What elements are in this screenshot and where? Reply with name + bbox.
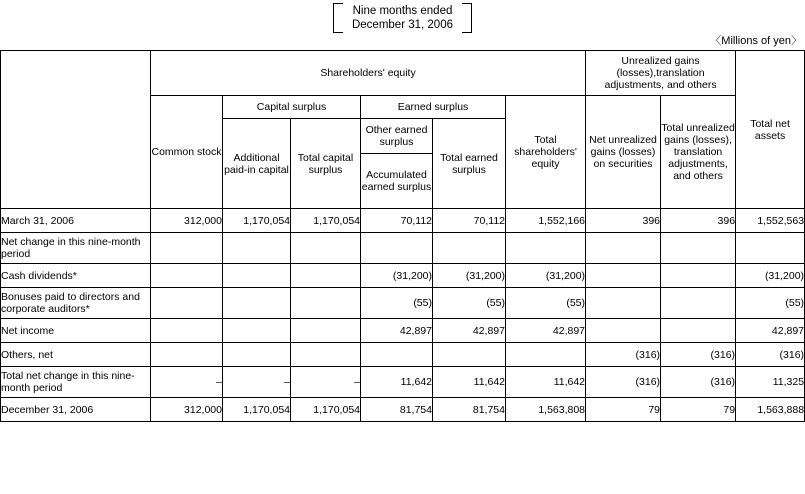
table-row — [1, 233, 805, 264]
corner-cell — [1, 51, 151, 209]
header-earned-surplus: Earned surplus — [361, 96, 506, 119]
report-title — [0, 0, 805, 36]
cell-total-capital-surplus — [291, 343, 361, 367]
cell-total-capital-surplus — [291, 288, 361, 319]
cell-common-stock — [151, 288, 223, 319]
cell-accumulated-earned-surplus: 81,754 — [361, 398, 433, 422]
row-label: Cash dividends* — [1, 264, 151, 288]
header-net-unrealized-gains-securities: Net unrealized gains (losses) on securities — [586, 96, 661, 209]
table-row — [1, 398, 805, 422]
cell-total-shareholders-equity: 11,642 — [506, 367, 586, 398]
cell-additional-paid-in-capital — [223, 319, 291, 343]
cell-total-shareholders-equity — [506, 233, 586, 264]
header-total-shareholders-equity: Total shareholders' equity — [506, 96, 586, 209]
table-row — [1, 343, 805, 367]
header-total-capital-surplus: Total capital surplus — [291, 119, 361, 209]
header-other-earned-surplus: Other earned surplus — [361, 119, 433, 154]
cell-accumulated-earned-surplus — [361, 233, 433, 264]
cell-total-earned-surplus: 70,112 — [433, 209, 506, 233]
row-label: Net change in this nine-month period — [1, 233, 151, 264]
cell-accumulated-earned-surplus: (55) — [361, 288, 433, 319]
statement-of-changes-in-net-assets — [0, 50, 804, 422]
row-label: March 31, 2006 — [1, 209, 151, 233]
cell-net-unrealized-gains-securities — [586, 319, 661, 343]
cell-total-net-assets: 1,563,888 — [736, 398, 805, 422]
cell-common-stock — [151, 343, 223, 367]
cell-common-stock: 312,000 — [151, 398, 223, 422]
cell-net-unrealized-gains-securities: (316) — [586, 367, 661, 398]
cell-total-net-assets: (31,200) — [736, 264, 805, 288]
title-bracket-frame — [333, 3, 472, 33]
cell-total-shareholders-equity: (55) — [506, 288, 586, 319]
header-total-earned-surplus: Total earned surplus — [433, 119, 506, 209]
cell-total-unrealized-gains — [661, 319, 736, 343]
header-unrealized-block: Unrealized gains (losses),translation adjustments, and others — [586, 51, 736, 96]
cell-total-unrealized-gains: 396 — [661, 209, 736, 233]
cell-accumulated-earned-surplus: 42,897 — [361, 319, 433, 343]
cell-accumulated-earned-surplus: (31,200) — [361, 264, 433, 288]
cell-common-stock — [151, 319, 223, 343]
cell-total-unrealized-gains — [661, 233, 736, 264]
cell-total-earned-surplus — [433, 233, 506, 264]
cell-total-unrealized-gains — [661, 288, 736, 319]
cell-total-unrealized-gains — [661, 264, 736, 288]
cell-total-shareholders-equity: 1,552,166 — [506, 209, 586, 233]
row-label: Bonuses paid to directors and corporate auditors* — [1, 288, 151, 319]
cell-additional-paid-in-capital — [223, 288, 291, 319]
header-total-net-assets: Total net assets — [736, 51, 805, 209]
cell-total-net-assets — [736, 233, 805, 264]
cell-total-net-assets: 42,897 — [736, 319, 805, 343]
table-row — [1, 209, 805, 233]
row-label: Net income — [1, 319, 151, 343]
cell-total-earned-surplus: 81,754 — [433, 398, 506, 422]
cell-total-shareholders-equity: 1,563,808 — [506, 398, 586, 422]
header-additional-paid-in-capital: Additional paid-in capital — [223, 119, 291, 209]
cell-total-net-assets: (316) — [736, 343, 805, 367]
cell-total-unrealized-gains: (316) — [661, 343, 736, 367]
cell-common-stock — [151, 233, 223, 264]
cell-total-net-assets: 1,552,563 — [736, 209, 805, 233]
cell-net-unrealized-gains-securities: 79 — [586, 398, 661, 422]
cell-total-capital-surplus — [291, 264, 361, 288]
cell-additional-paid-in-capital — [223, 233, 291, 264]
title-text — [343, 3, 462, 33]
cell-common-stock: 312,000 — [151, 209, 223, 233]
cell-total-shareholders-equity — [506, 343, 586, 367]
cell-net-unrealized-gains-securities — [586, 264, 661, 288]
cell-total-unrealized-gains: 79 — [661, 398, 736, 422]
cell-net-unrealized-gains-securities — [586, 288, 661, 319]
header-row-1 — [1, 51, 805, 96]
cell-total-shareholders-equity: 42,897 — [506, 319, 586, 343]
cell-total-net-assets: 11,325 — [736, 367, 805, 398]
header-accumulated-earned-surplus: Accumulated earned surplus — [361, 154, 433, 209]
cell-total-earned-surplus: (31,200) — [433, 264, 506, 288]
cell-total-earned-surplus: 42,897 — [433, 319, 506, 343]
cell-total-earned-surplus: (55) — [433, 288, 506, 319]
cell-total-earned-surplus — [433, 343, 506, 367]
cell-accumulated-earned-surplus: 70,112 — [361, 209, 433, 233]
cell-additional-paid-in-capital — [223, 264, 291, 288]
cell-common-stock: – — [151, 367, 223, 398]
cell-total-capital-surplus: 1,170,054 — [291, 398, 361, 422]
cell-total-capital-surplus — [291, 233, 361, 264]
cell-total-earned-surplus: 11,642 — [433, 367, 506, 398]
cell-accumulated-earned-surplus — [361, 343, 433, 367]
header-shareholders-equity: Shareholders' equity — [151, 51, 586, 96]
table-row — [1, 264, 805, 288]
header-capital-surplus: Capital surplus — [223, 96, 361, 119]
cell-net-unrealized-gains-securities: 396 — [586, 209, 661, 233]
cell-net-unrealized-gains-securities — [586, 233, 661, 264]
row-label: Others, net — [1, 343, 151, 367]
title-line-1: Nine months ended — [352, 5, 453, 17]
cell-common-stock — [151, 264, 223, 288]
units-caption: 〈Millions of yen〉 — [710, 35, 802, 47]
header-common-stock: Common stock — [151, 96, 223, 209]
row-label: Total net change in this nine-month period — [1, 367, 151, 398]
right-bracket-icon — [462, 3, 472, 33]
cell-additional-paid-in-capital: 1,170,054 — [223, 209, 291, 233]
cell-net-unrealized-gains-securities: (316) — [586, 343, 661, 367]
cell-total-capital-surplus — [291, 319, 361, 343]
cell-total-capital-surplus: 1,170,054 — [291, 209, 361, 233]
cell-accumulated-earned-surplus: 11,642 — [361, 367, 433, 398]
financial-table — [0, 50, 805, 422]
cell-additional-paid-in-capital: 1,170,054 — [223, 398, 291, 422]
header-total-unrealized-gains: Total unrealized gains (losses), translation adjustments, and others — [661, 96, 736, 209]
cell-total-capital-surplus: – — [291, 367, 361, 398]
table-row — [1, 319, 805, 343]
row-label: December 31, 2006 — [1, 398, 151, 422]
cell-total-net-assets: (55) — [736, 288, 805, 319]
title-line-2: December 31, 2006 — [351, 19, 453, 31]
cell-additional-paid-in-capital — [223, 343, 291, 367]
table-row — [1, 367, 805, 398]
table-row — [1, 288, 805, 319]
cell-total-unrealized-gains: (316) — [661, 367, 736, 398]
cell-total-shareholders-equity: (31,200) — [506, 264, 586, 288]
cell-additional-paid-in-capital: – — [223, 367, 291, 398]
left-bracket-icon — [333, 3, 343, 33]
